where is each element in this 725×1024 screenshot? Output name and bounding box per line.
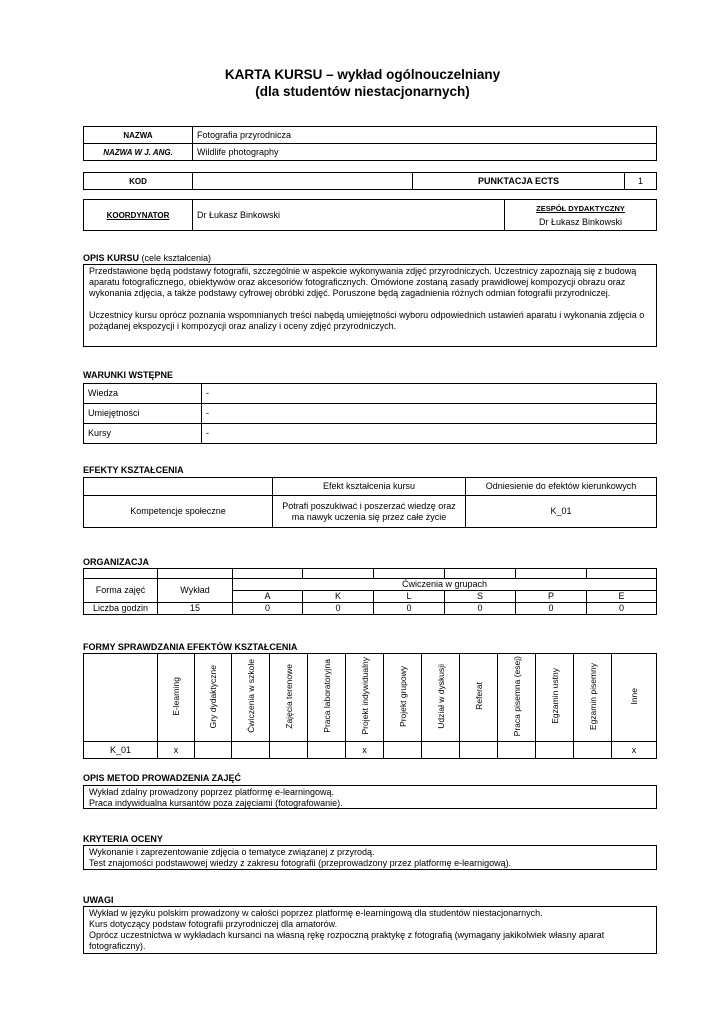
criteria-heading: KRYTERIA OCENY xyxy=(83,834,163,844)
assessment-mark xyxy=(384,742,422,759)
assessment-column-header: Referat xyxy=(473,682,484,711)
assessment-mark xyxy=(498,742,536,759)
coordinator-label: KOORDYNATOR xyxy=(84,200,193,231)
notes-heading: UWAGI xyxy=(83,895,114,905)
code-table xyxy=(83,172,657,190)
assessment-mark xyxy=(422,742,460,759)
outcome-reference-header: Odniesienie do efektów kierunkowych xyxy=(466,478,657,496)
assessment-mark xyxy=(536,742,574,759)
assessment-column-header: Egzamin ustny xyxy=(549,668,560,725)
notes-line: Wykład w języku polskim prowadzony w całości poprzez platformę e-learningową dla studentów niestacjonarnych. xyxy=(89,908,543,918)
assessment-mark: x xyxy=(158,742,195,759)
form-label: Forma zajęć xyxy=(84,579,158,603)
assessment-column-header: Egzamin pisemny xyxy=(587,662,598,730)
prereq-label: Wiedza xyxy=(84,384,202,404)
group-hours: 0 xyxy=(516,603,587,615)
methods-box xyxy=(83,785,657,809)
group-label: S xyxy=(445,591,516,603)
lecture-label: Wykład xyxy=(158,579,233,603)
ects-label: PUNKTACJA ECTS xyxy=(413,173,625,190)
assessment-column-header: Gry dydaktyczne xyxy=(208,664,218,728)
notes-box xyxy=(83,906,657,954)
criteria-line: Test znajomości podstawowej wiedzy z zakresu fotografii (przeprowadzony przez platformę e-learnigową). xyxy=(89,858,512,868)
assessment-column-header: Inne xyxy=(629,687,639,705)
outcomes-heading: EFEKTY KSZTAŁCENIA xyxy=(83,465,184,475)
criteria-line: Wykonanie i zaprezentowanie zdjęcia o tematyce związanej z przyrodą. xyxy=(89,847,375,857)
coordinator-value: Dr Łukasz Binkowski xyxy=(193,200,505,231)
group-hours: 0 xyxy=(374,603,445,615)
course-name-table xyxy=(83,126,657,161)
coordinator-table xyxy=(83,199,657,231)
assessment-column-header: Projekt indywidualny xyxy=(359,657,370,735)
description-box xyxy=(83,264,657,347)
group-label: L xyxy=(374,591,445,603)
prereq-label: Kursy xyxy=(84,424,202,444)
prereq-value: - xyxy=(202,404,657,424)
group-label: P xyxy=(516,591,587,603)
group-hours: 0 xyxy=(233,603,303,615)
assessment-mark xyxy=(232,742,270,759)
assessment-column-header: E-learning xyxy=(171,676,181,716)
name-en-label: NAZWA W J. ANG. xyxy=(84,144,193,161)
assessment-mark: x xyxy=(346,742,384,759)
group-hours: 0 xyxy=(303,603,374,615)
code-value xyxy=(193,173,413,190)
description-para2: Uczestnicy kursu oprócz poznania wspomnianych treści nabędą umiejętności wyboru odpowiednich ustawień aparatu i wykonania zdjęcia o pożądanej ekspozycji i kompozycji oraz analizy i oceny zdjęć przyrodniczych. xyxy=(89,310,645,331)
team-label: ZESPÓŁ DYDAKTYCZNY xyxy=(536,203,625,213)
assessment-column-header: Zajęcia terenowe xyxy=(283,663,294,729)
methods-line: Praca indywidualna kursantów poza zajęciami (fotografowanie). xyxy=(89,798,343,808)
assessment-column-header: Udział w dyskusji xyxy=(435,663,446,729)
assessment-mark xyxy=(574,742,612,759)
outcome-reference: K_01 xyxy=(466,496,657,528)
notes-line: Oprócz uczestnictwa w wykładach kursanci na własną rękę rozpoczną praktykę z fotografią (wymagany jakikolwiek własny aparat fotograficzny). xyxy=(89,930,605,951)
assessment-column-header: Praca laboratoryjna xyxy=(321,659,332,734)
assessment-column-header: Projekt grupowy xyxy=(397,665,408,727)
document-title: KARTA KURSU – wykład ogólnouczelniany xyxy=(224,67,501,82)
assessment-mark xyxy=(460,742,498,759)
assessment-column-header: Ćwiczenia w szkole xyxy=(245,659,256,733)
assessment-table xyxy=(83,653,657,759)
organization-table xyxy=(83,568,657,615)
team-value: Dr Łukasz Binkowski xyxy=(538,216,623,227)
prereq-value: - xyxy=(202,384,657,404)
exercises-label: Ćwiczenia w grupach xyxy=(233,579,657,591)
description-heading: OPIS KURSU (cele kształcenia) xyxy=(83,253,212,263)
assessment-column-header: Praca pisemna (esej) xyxy=(511,656,522,737)
prerequisites-heading: WARUNKI WSTĘPNE xyxy=(83,370,173,380)
prereq-label: Umiejętności xyxy=(84,404,202,424)
lecture-hours: 15 xyxy=(158,603,233,615)
methods-heading: OPIS METOD PROWADZENIA ZAJĘĆ xyxy=(83,773,242,783)
group-label: K xyxy=(303,591,374,603)
prerequisites-table xyxy=(83,383,657,444)
name-value: Fotografia przyrodnicza xyxy=(193,127,657,144)
methods-line: Wykład zdalny prowadzony poprzez platformę e-learningową. xyxy=(89,787,335,797)
group-hours: 0 xyxy=(587,603,657,615)
code-label: KOD xyxy=(84,173,193,190)
assessment-mark xyxy=(195,742,232,759)
outcome-row-label: Kompetencje społeczne xyxy=(84,496,273,528)
hours-label: Liczba godzin xyxy=(84,603,158,615)
criteria-box xyxy=(83,845,657,870)
name-en-value: Wildlife photography xyxy=(193,144,657,161)
ects-value: 1 xyxy=(625,173,657,190)
group-hours: 0 xyxy=(445,603,516,615)
notes-line: Kurs dotyczący podstaw fotografii przyrodniczej dla amatorów. xyxy=(89,919,338,929)
assessment-mark xyxy=(270,742,308,759)
assessment-mark: x xyxy=(612,742,657,759)
assessment-heading: FORMY SPRAWDZANIA EFEKTÓW KSZTAŁCENIA xyxy=(83,642,298,652)
group-label: A xyxy=(233,591,303,603)
description-para1: Przedstawione będą podstawy fotografii, szczególnie w aspekcie wykonywania zdjęć przyrodniczych. Uczestnicy zapoznają się z budową aparatu fotograficznego, obiektywów oraz akcesoriów fotograficznych. Omówione zostaną zasady prawidłowej kompozycji obrazu oraz wykonania zdjęcia, a także podstawy cyfrowej obróbki zdjęć. Poruszone będą zagadnienia różnych odmian fotografii przyrodniczej. xyxy=(89,266,637,298)
outcomes-table xyxy=(83,477,657,528)
prereq-value: - xyxy=(202,424,657,444)
group-label: E xyxy=(587,591,657,603)
organization-heading: ORGANIZACJA xyxy=(83,557,150,567)
outcome-effect-header: Efekt kształcenia kursu xyxy=(273,478,466,496)
assessment-row-label: K_01 xyxy=(84,742,158,759)
assessment-mark xyxy=(308,742,346,759)
name-label: NAZWA xyxy=(84,127,193,144)
document-subtitle: (dla studentów niestacjonarnych) xyxy=(255,84,470,99)
outcome-effect: Potrafi poszukiwać i poszerzać wiedzę oraz ma nawyk uczenia się przez całe życie xyxy=(273,496,466,528)
